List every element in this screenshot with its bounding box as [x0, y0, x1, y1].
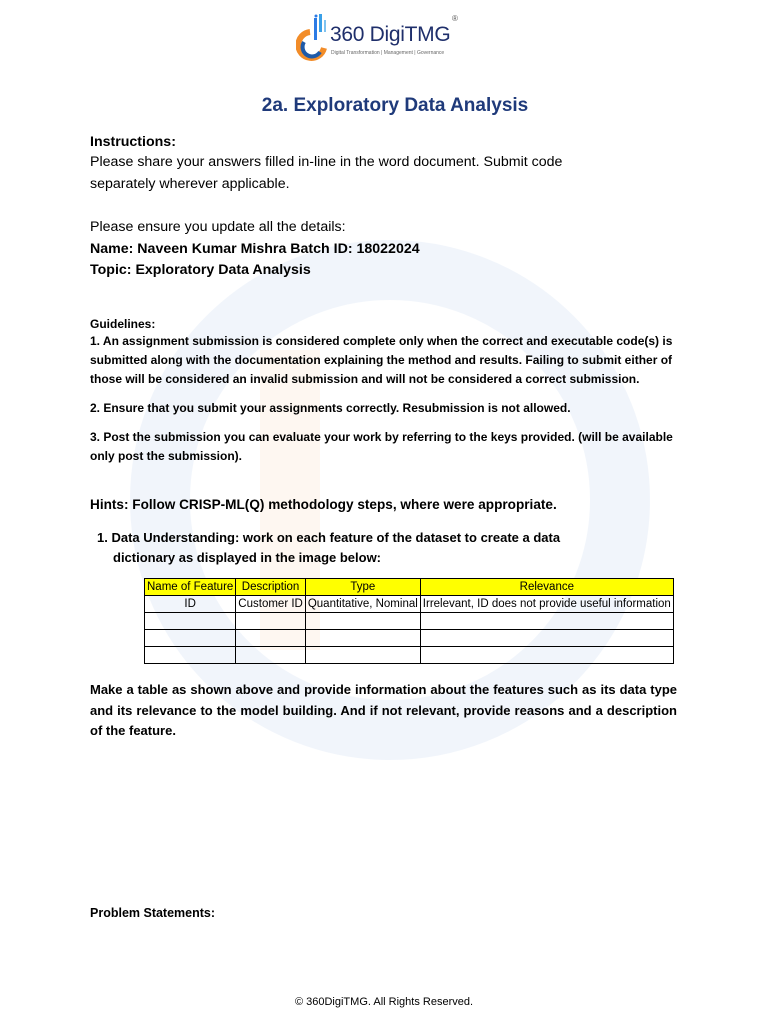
hints-line: Hints: Follow CRISP-ML(Q) methodology steps, where were appropriate.	[90, 497, 557, 512]
make-table-paragraph: Make a table as shown above and provide information about the features such as its data type and its relevance to the model building. And if not relevant, provide reasons and a description of the feature.	[90, 682, 677, 738]
table-cell: ID	[145, 596, 236, 613]
table-cell	[236, 613, 306, 630]
logo-tagline: Digital Transformation | Management | Governance	[331, 50, 445, 56]
table-row	[145, 630, 674, 647]
registered-mark: ®	[452, 14, 458, 23]
table-cell	[236, 630, 306, 647]
table-cell: Irrelevant, ID does not provide useful information	[420, 596, 673, 613]
table-cell	[236, 647, 306, 664]
step-data-understanding	[97, 528, 617, 568]
logo-mark-icon	[296, 12, 330, 70]
table-cell	[145, 647, 236, 664]
details-ensure: Please ensure you update all the details:	[90, 219, 346, 235]
footer-copyright: © 360DigiTMG. All Rights Reserved.	[294, 996, 474, 1008]
data-dictionary-table	[144, 578, 674, 664]
instructions-heading: Instructions:	[90, 134, 176, 150]
table-cell: Customer ID	[236, 596, 306, 613]
instructions-line-1: Please share your answers filled in-line in the word document. Submit code	[90, 154, 563, 170]
table-row	[145, 613, 674, 630]
name-batch-line: Name: Naveen Kumar Mishra Batch ID: 18022024	[90, 241, 420, 257]
header-type: Type	[305, 579, 420, 596]
document-title: 2a. Exploratory Data Analysis	[261, 95, 529, 116]
header-relevance: Relevance	[420, 579, 673, 596]
table-cell	[305, 630, 420, 647]
table-cell	[145, 613, 236, 630]
logo	[296, 12, 466, 72]
table-cell	[420, 613, 673, 630]
table-cell	[305, 613, 420, 630]
logo-name: 360 DigiTMG	[330, 23, 451, 46]
table-cell	[420, 647, 673, 664]
table-cell	[420, 630, 673, 647]
guidelines-heading: Guidelines:	[90, 317, 156, 331]
table-cell	[305, 647, 420, 664]
guideline-item-1: 1. An assignment submission is considered complete only when the correct and executable code(s) is submitted along with the documentation explaining the method and results. Failing to submit either of those will be considered an invalid submission and will not be considered a correct submission.	[90, 334, 673, 386]
table-row	[145, 596, 674, 613]
topic-line: Topic: Exploratory Data Analysis	[90, 262, 311, 278]
table-cell: Quantitative, Nominal	[305, 596, 420, 613]
step-line-2: dictionary as displayed in the image below:	[113, 550, 382, 565]
step-line-1: 1. Data Understanding: work on each feature of the dataset to create a data	[97, 530, 561, 545]
header-name-of-feature: Name of Feature	[145, 579, 236, 596]
instructions-line-2: separately wherever applicable.	[90, 176, 290, 192]
guideline-item-2: 2. Ensure that you submit your assignments correctly. Resubmission is not allowed.	[90, 401, 571, 415]
table-cell	[145, 630, 236, 647]
table-header-row	[145, 579, 674, 596]
problem-statements-heading: Problem Statements:	[90, 906, 216, 920]
header-description: Description	[236, 579, 306, 596]
guideline-item-3: 3. Post the submission you can evaluate your work by referring to the keys provided. (will be available only post the submission).	[90, 430, 673, 463]
table-row	[145, 647, 674, 664]
